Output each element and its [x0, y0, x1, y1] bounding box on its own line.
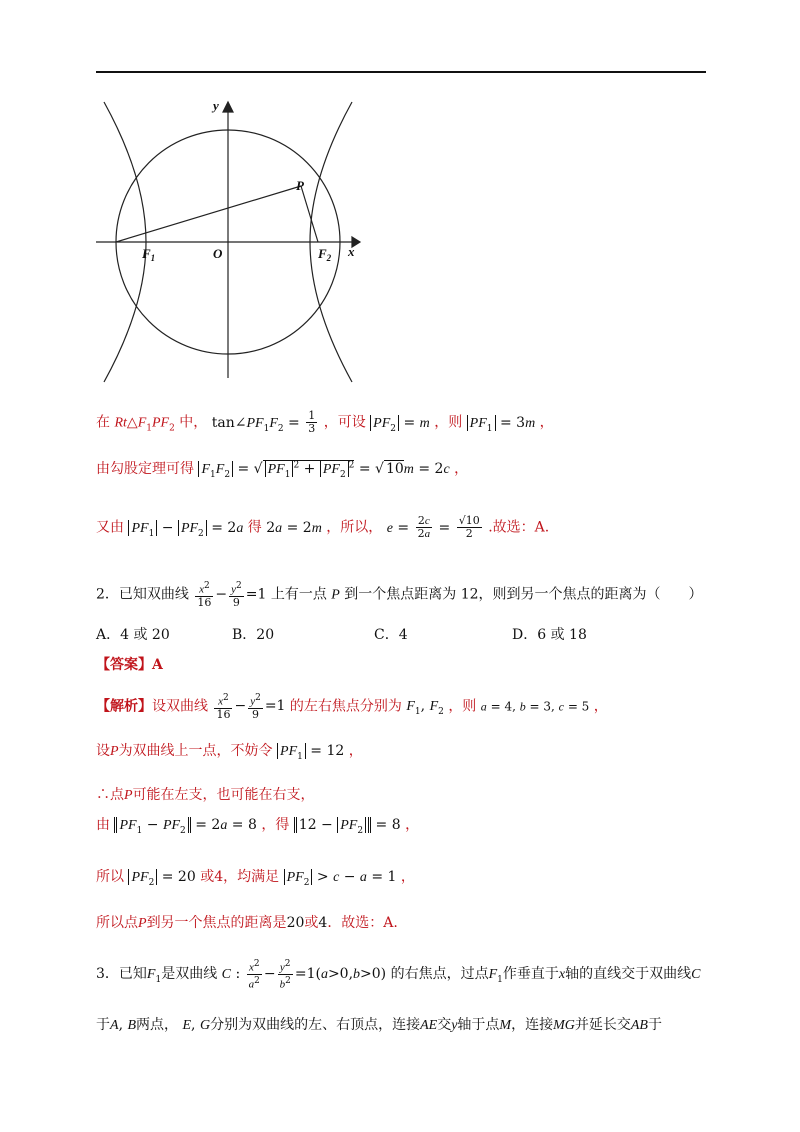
q2-answer: 【答案】A	[96, 657, 163, 673]
q2-step4: 所以 $PF_2 = 20$ 或4，均满足 $PF_2 > c - a = 1$ ，	[96, 869, 415, 888]
q3-line1: 3．已知$F_1$是双曲线 C : $\frac{x^2}{a^2}$ − $\frac{y^2}{b^2}$ =1(a>0,b>0) 的右焦点，过点$F_1$作垂直于x轴的直线交于双曲线C	[96, 959, 701, 991]
q2-option-a: A．4 或 20	[96, 627, 170, 643]
q2-step3: 由 $PF_1 - PF_2 = 2a = 8$ ，得 $12 - PF_2 = 8$ ，	[96, 817, 420, 836]
q2-step2: ∴点P可能在左支，也可能在右支，	[96, 787, 315, 803]
solution1-line2: 由勾股定理可得 $F_1F_2$ = √ $PF_1^2 + PF_2^2$ = √ 10m = 2c ，	[96, 460, 469, 480]
q2-option-b: B．20	[232, 627, 275, 643]
q2-option-d: D．6 或 18	[512, 627, 587, 643]
q2-step5: 所以点P到另一个焦点的距离是20或4．故选：A.	[96, 915, 398, 931]
q3-line2: 于A, B两点， E, G分别为双曲线的左、右顶点，连接AE交y轴于点M，连接MG并延长交AB于	[96, 1017, 662, 1033]
label-o: O	[213, 246, 223, 261]
q2-step1: 设P为双曲线上一点，不妨令 $PF_1 = 12$ ，	[96, 743, 363, 762]
q2-stem: 2．已知双曲线 $\frac{x^2}{16}$ − $\frac{y^2}{9}$ =1 上有一点 P 到一个焦点距离为 12，则到另一个焦点的距离为（ ）	[96, 581, 703, 609]
q2-option-c: C．4	[374, 627, 408, 643]
label-y: y	[213, 98, 219, 113]
q2-analysis: 【解析】设双曲线 $\frac{x^2}{16}$ − $\frac{y^2}{9}$ =1 的左右焦点分别为 $F_1$, $F_2$ ，则 a = 4, b = 3, c = 5 ，	[96, 693, 608, 721]
hyperbola-circle-figure	[96, 96, 366, 386]
solution1-line1: 在 $Rt\triangle F_1PF_2$ 中， $\tan\angle PF_1F_2$ = $\frac{1}{3}$ ，可设 $PF_2 = m$ ，则 $PF_1 = 3m$ ，	[96, 409, 554, 435]
y-axis-arrow	[223, 102, 233, 112]
label-x: x	[348, 244, 355, 259]
label-f2: $F_2$	[318, 246, 332, 263]
label-f1: $F_1$	[142, 246, 156, 263]
header-rule	[96, 71, 706, 73]
label-p: P	[296, 178, 304, 193]
solution1-line3: 又由 $PF_1 - PF_2 = 2a$ 得 2a = 2m ，所以， e = $\frac{2c}{2a}$ = $\frac{√10}{2}$ .故选：A.	[96, 514, 550, 540]
